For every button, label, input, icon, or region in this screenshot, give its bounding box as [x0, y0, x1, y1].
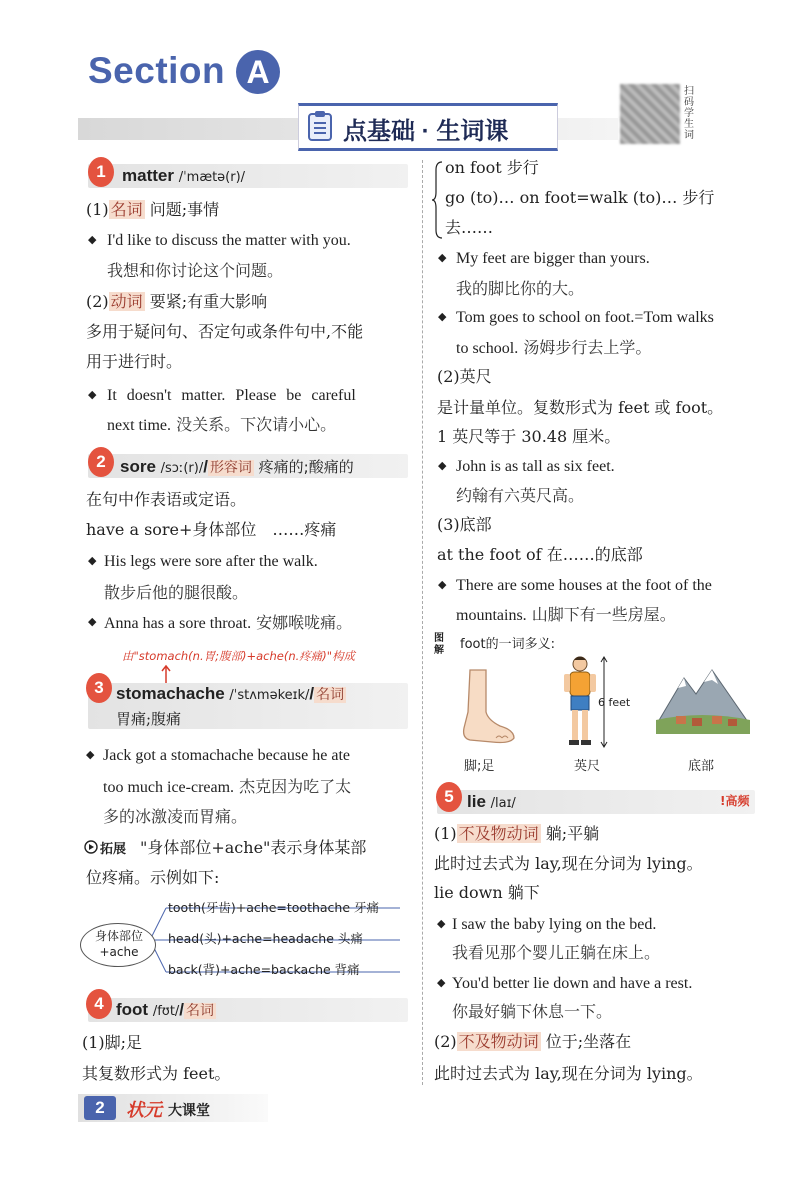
- phrase: at the foot of 在……的底部: [437, 545, 643, 564]
- diamond-bullet-icon: ◆: [437, 976, 446, 989]
- sense-1: (1)脚;足: [82, 1033, 143, 1052]
- example-en: John is as tall as six feet.: [456, 458, 615, 475]
- pos-tag: 不及物动词: [458, 824, 539, 843]
- example-cn: 多的冰激凌而胃痛。: [103, 807, 248, 826]
- usage-note: 1 英尺等于 30.48 厘米。: [437, 427, 621, 446]
- pos-tag: 名词: [186, 1003, 215, 1019]
- brand-logo: 状元: [126, 1100, 162, 1121]
- phrase: on foot 步行: [445, 158, 539, 177]
- play-icon: [84, 840, 98, 854]
- example-en: I saw the baby lying on the bed.: [452, 916, 657, 933]
- example-en-cont: [107, 415, 336, 436]
- diamond-bullet-icon: ◆: [437, 917, 446, 930]
- headword-foot: foot /fʊt// 名词: [116, 1000, 215, 1019]
- phonetic-foot: /fʊt/: [152, 1004, 180, 1019]
- sense-1: [434, 824, 599, 844]
- phonetic-sore: /sɔː(r)/: [160, 461, 204, 476]
- sense-num: (1): [86, 200, 109, 219]
- foot-image: [452, 668, 522, 748]
- qr-label: 扫码学生词: [684, 86, 694, 141]
- definition: 问题;事情: [149, 200, 220, 219]
- brand-text: 大课堂: [168, 1102, 210, 1118]
- example-en: It doesn't matter. Please be careful: [107, 387, 356, 404]
- phrase: 去……: [445, 218, 494, 237]
- definition: 疼痛的;酸痛的: [258, 458, 354, 476]
- pos-tag: 名词: [316, 687, 345, 703]
- word-foot: foot: [116, 1000, 149, 1019]
- badge-text: 高频: [725, 794, 750, 808]
- extend-label: 拓展: [100, 841, 127, 856]
- diamond-bullet-icon: ◆: [88, 388, 97, 401]
- example-en: His legs were sore after the walk.: [104, 553, 318, 570]
- entry-number-5: 5: [436, 782, 462, 812]
- phonetic-matter: /ˈmætə(r)/: [178, 170, 246, 185]
- example-en: Jack got a stomachache because he ate: [103, 747, 350, 764]
- sense-2: (2)英尺: [437, 367, 492, 386]
- example-en: You'd better lie down and have a rest.: [452, 975, 693, 992]
- entry-number-2: 2: [88, 447, 114, 477]
- example-row: [103, 777, 351, 798]
- section-letter-badge: [236, 50, 280, 94]
- example-row: [104, 613, 352, 634]
- example-cn: 我看见那个婴儿正躺在床上。: [452, 943, 661, 962]
- definition: 位于;坐落在: [545, 1032, 632, 1051]
- definition: 胃痛;腹痛: [116, 710, 182, 728]
- usage-note: 用于进行时。: [86, 352, 183, 371]
- diamond-bullet-icon: ◆: [88, 615, 97, 628]
- headword-stomachache: stomachache /ˈstʌməkeɪk// 名词: [116, 684, 345, 703]
- page-number-text: 2: [95, 1098, 105, 1117]
- extend-text: "身体部位+ache"表示身体某部: [140, 838, 367, 857]
- example-cn: 我的脚比你的大。: [456, 279, 585, 298]
- headword-lie: [467, 792, 516, 812]
- example-cn: 我想和你讨论这个问题。: [107, 261, 284, 280]
- usage-note: 此时过去式为 lay,现在分词为 lying。: [434, 1064, 703, 1083]
- pos-tag: 名词: [110, 200, 143, 219]
- example-cn: 你最好躺下休息一下。: [452, 1002, 613, 1021]
- sense-2: [434, 1032, 631, 1052]
- example-en: to school.: [456, 340, 519, 357]
- banner: [298, 103, 558, 151]
- section-word: Section: [88, 50, 226, 91]
- entry-number-1: 1: [88, 157, 114, 187]
- entry-number-4: 4: [86, 989, 112, 1019]
- column-divider: [422, 160, 424, 1085]
- page-number: [84, 1096, 116, 1120]
- banner-title: 点基础 · 生词课: [343, 118, 509, 145]
- example-cn: 汤姆步行去上学。: [523, 338, 652, 357]
- usage-note: 多用于疑问句、否定句或条件句中,不能: [86, 322, 364, 341]
- clipboard-icon: [307, 110, 333, 142]
- extend-center-label: 身体部位+ache: [94, 929, 143, 959]
- section-letter: A: [246, 54, 270, 90]
- usage-note: 是计量单位。复数形式为 feet 或 foot。: [437, 398, 724, 417]
- handwritten-note: 由"stomach(n.胃;腹部)+ache(n.疼痛)"构成: [122, 649, 356, 663]
- pos-tag: 不及物动词: [458, 1032, 539, 1051]
- extend-row: back(背)+ache=backache 背痛: [168, 962, 360, 977]
- mountain-image: [656, 664, 750, 734]
- diamond-bullet-icon: ◆: [438, 251, 447, 264]
- extend-row: head(头)+ache=headache 头痛: [168, 931, 363, 946]
- phonetic-lie: /laɪ/: [490, 796, 516, 811]
- sense-num: (2): [86, 292, 109, 311]
- illustration-title: foot的一词多义:: [460, 637, 555, 652]
- word-stomachache: stomachache: [116, 684, 225, 703]
- example-cn: 山脚下有一些房屋。: [531, 605, 676, 624]
- sense-2: [86, 292, 267, 312]
- usage-note: 其复数形式为 feet。: [82, 1064, 231, 1083]
- example-en: too much ice-cream.: [103, 779, 235, 796]
- example-en: next time.: [107, 417, 171, 434]
- diamond-bullet-icon: ◆: [438, 310, 447, 323]
- example-en: Tom goes to school on foot.=Tom walks: [456, 309, 714, 326]
- usage-note: 此时过去式为 lay,现在分词为 lying。: [434, 854, 703, 873]
- illustration-label: 英尺: [574, 759, 601, 774]
- phrase: go (to)… on foot=walk (to)… 步行: [445, 188, 715, 207]
- word-lie: lie: [467, 792, 486, 811]
- exclaim-icon: !: [720, 794, 726, 808]
- example-en: There are some houses at the foot of the: [456, 577, 712, 594]
- example-cn: 约翰有六英尺高。: [456, 486, 585, 505]
- word-sore: sore: [120, 457, 156, 476]
- diamond-bullet-icon: ◆: [438, 459, 447, 472]
- example-cn: 杰克因为吃了太: [239, 777, 352, 796]
- diamond-bullet-icon: ◆: [88, 554, 97, 567]
- example-en: Anna has a sore throat.: [104, 615, 252, 632]
- example-row: [456, 338, 651, 359]
- extend-text: 位疼痛。示例如下:: [86, 868, 220, 887]
- sense-3: (3)底部: [437, 515, 492, 534]
- extend-center: [80, 923, 156, 967]
- sense-num: (1): [434, 824, 457, 843]
- example-cn: 安娜喉咙痛。: [256, 613, 353, 632]
- definition: 躺;平躺: [545, 824, 600, 843]
- phrase: lie down 躺下: [434, 883, 540, 902]
- usage-note: 在句中作表语或定语。: [86, 490, 247, 509]
- sense-1: [86, 200, 219, 220]
- illustration-label: 底部: [688, 759, 715, 774]
- word-matter: matter: [122, 166, 174, 185]
- phonetic-stomachache: /ˈstʌməkeɪk/: [229, 688, 310, 703]
- diamond-bullet-icon: ◆: [86, 748, 95, 761]
- sense-num: (2): [434, 1032, 457, 1051]
- illustration-label: 脚;足: [464, 759, 495, 774]
- measure-label: 6 feet: [598, 696, 631, 709]
- diamond-bullet-icon: ◆: [438, 578, 447, 591]
- example-en: I'd like to discuss the matter with you.: [107, 232, 351, 249]
- qr-code-image[interactable]: [620, 84, 680, 144]
- pattern: have a sore+身体部位 ……疼痛: [86, 520, 337, 539]
- example-cn: 散步后他的腿很酸。: [104, 583, 249, 602]
- headword-matter: [122, 166, 245, 186]
- section-title: [88, 50, 225, 92]
- illustration-icon: 图解: [434, 633, 444, 656]
- pos-tag: 形容词: [209, 460, 252, 476]
- pos-tag: 动词: [110, 292, 143, 311]
- extend-row: tooth(牙齿)+ache=toothache 牙痛: [168, 900, 380, 915]
- definition: 要紧;有重大影响: [149, 292, 268, 311]
- example-cn: 没关系。下次请小心。: [176, 415, 337, 434]
- diamond-bullet-icon: ◆: [88, 233, 97, 246]
- brace-icon: [432, 160, 444, 240]
- example-row: [456, 605, 676, 626]
- headword-sore: sore /sɔː(r)// 形容词 疼痛的;酸痛的: [120, 457, 354, 476]
- example-en: My feet are bigger than yours.: [456, 250, 650, 267]
- example-en: mountains.: [456, 607, 527, 624]
- high-frequency-badge: [720, 792, 750, 809]
- entry-number-3: 3: [86, 673, 112, 703]
